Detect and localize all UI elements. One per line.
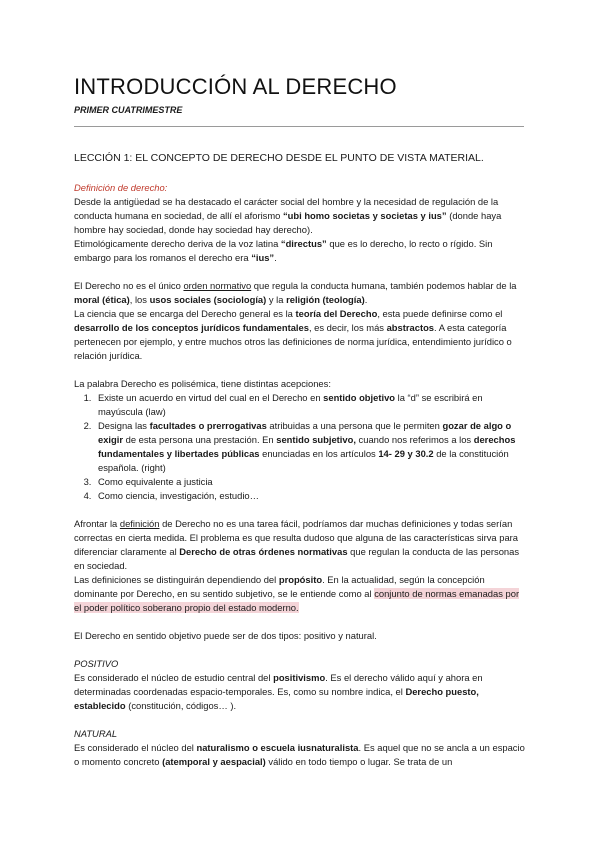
- highlighted-text: conjunto de normas emanadas por el poder político soberano propio del estado moderno.: [74, 588, 520, 613]
- page-subtitle: PRIMER CUATRIMESTRE: [74, 105, 183, 115]
- list-item: 1. Existe un acuerdo en virtud del cual en el Derecho en sentido objetivo la “d” se escribirá en mayúscula (law): [94, 391, 526, 419]
- paragraph-7: Las definiciones se distinguirán dependiendo del propósito. En la actualidad, según la concepción dominante por Derecho, en su sentido subjetivo, se le entiende como al conjunto de normas emanadas por el poder político soberano propio del estado moderno.: [74, 574, 520, 613]
- paragraph-3: El Derecho no es el único orden normativo que regula la conducta humana, también podemos hablar de la moral (ética), los usos sociales (sociología) y la religión (teología).: [74, 280, 517, 305]
- list-item: 4. Como ciencia, investigación, estudio…: [94, 489, 526, 503]
- paragraph-2: Etimológicamente derecho deriva de la voz latina “directus” que es lo derecho, lo recto o rígido. Sin embargo para los romanos el derecho era “ius”.: [74, 238, 493, 263]
- paragraph-4: La ciencia que se encarga del Derecho general es la teoría del Derecho, esta puede definirse como el desarrollo de los conceptos jurídicos fundamentales, es decir, los más abstractos. A esta categoría pertenecen por ejemplo, y entre muchos otros las definiciones de norma jurídica, entendimiento jurídico o relación jurídica.: [74, 308, 512, 361]
- natural-heading: NATURAL: [74, 728, 118, 739]
- paragraph-6: Afrontar la definición de Derecho no es una tarea fácil, podríamos dar muchas definiciones y todas serían correctas en cierta medida. El problema es que resulta dudoso que alguna de las características sirva para diferenciar claramente al Derecho de otras órdenes normativas que regulan la conducta de las personas en sociedad.: [74, 518, 520, 571]
- acepciones-list: [74, 391, 526, 503]
- paragraph-8: El Derecho en sentido objetivo puede ser de dos tipos: positivo y natural.: [74, 630, 377, 641]
- paragraph-10: Es considerado el núcleo del naturalismo o escuela iusnaturalista. Es aquel que no se ancla a un espacio o momento concreto (atemporal y aespacial) válido en todo tiempo o lugar. Se trata de un: [74, 742, 525, 767]
- page-title: INTRODUCCIÓN AL DERECHO: [74, 74, 397, 99]
- paragraph-9: Es considerado el núcleo de estudio central del positivismo. Es el derecho válido aquí y ahora en determinadas coordenadas espacio-temporales. Es, como su nombre indica, el Derecho puesto, establecido (constitución, códigos… ).: [74, 672, 483, 711]
- definition-heading: Definición de derecho:: [74, 182, 168, 193]
- list-item: 2. Designa las facultades o prerrogativas atribuidas a una persona que le permiten gozar de algo o exigir de esta persona una prestación. En sentido subjetivo, cuando nos referimos a los derechos fundamentales y libertades públicas enunciadas en los artículos 14- 29 y 30.2 de la constitución española. (right): [94, 419, 526, 475]
- paragraph-1: Desde la antigüedad se ha destacado el carácter social del hombre y la necesidad de regulación de la conducta humana en sociedad, de allí el aforismo “ubi homo societas y societas y ius” (donde haya hombre hay sociedad, donde hay sociedad hay derecho).: [74, 196, 502, 235]
- list-item: 3. Como equivalente a justicia: [94, 475, 526, 489]
- document-body: [74, 151, 526, 769]
- positivo-heading: POSITIVO: [74, 658, 119, 669]
- lesson-heading: LECCIÓN 1: EL CONCEPTO DE DERECHO DESDE EL PUNTO DE VISTA MATERIAL.: [74, 152, 484, 164]
- paragraph-5: La palabra Derecho es polisémica, tiene distintas acepciones:: [74, 378, 331, 389]
- divider: [74, 126, 524, 127]
